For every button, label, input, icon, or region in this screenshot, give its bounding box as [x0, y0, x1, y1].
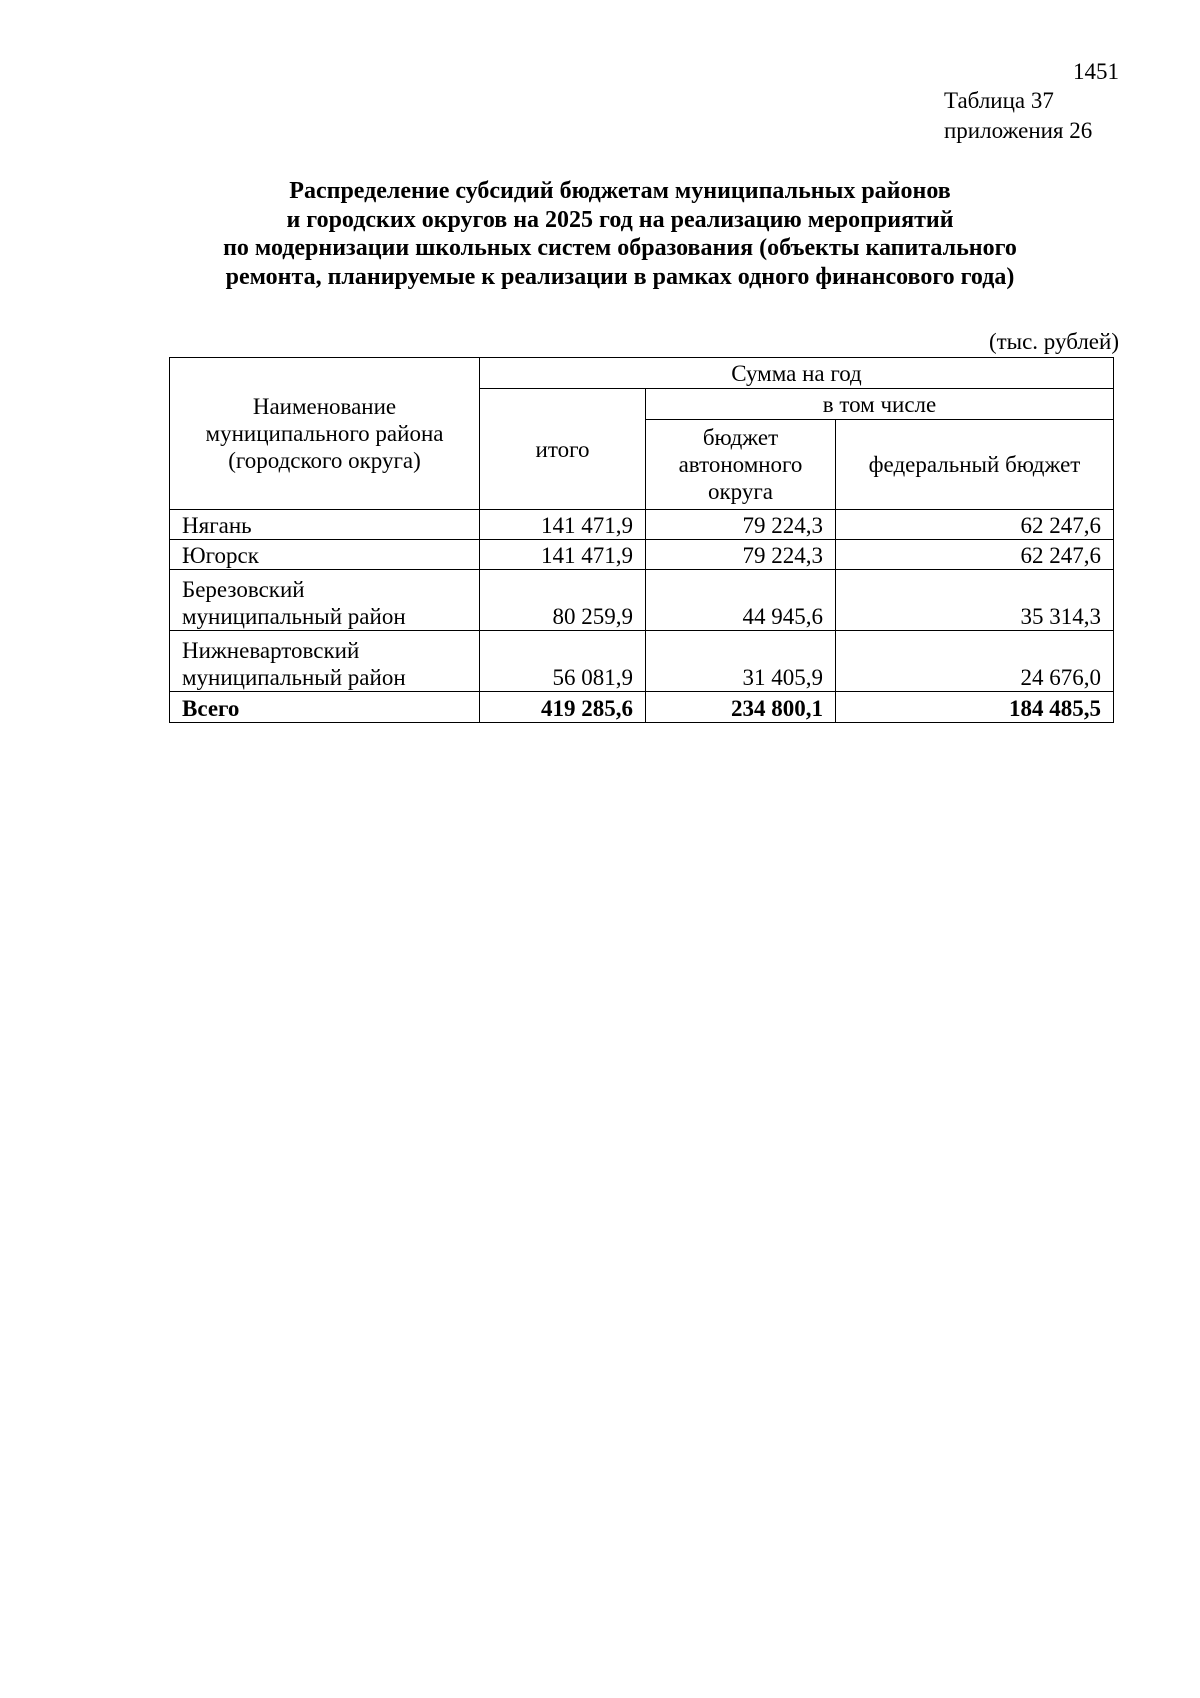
row-total: 141 471,9	[480, 510, 646, 540]
subsidy-table	[169, 357, 1114, 723]
row-okrug: 44 945,6	[646, 570, 836, 631]
header-sum-on-year: Сумма на год	[480, 358, 1114, 389]
table-row	[170, 631, 1114, 692]
units-label: (тыс. рублей)	[988, 329, 1119, 354]
row-total: 141 471,9	[480, 540, 646, 570]
header-federal-budget: федеральный бюджет	[836, 420, 1114, 510]
header-including: в том числе	[646, 389, 1114, 420]
total-federal: 184 485,5	[836, 692, 1114, 723]
total-okrug: 234 800,1	[646, 692, 836, 723]
table-head	[170, 358, 1114, 510]
page-number: 1451	[1073, 59, 1119, 84]
row-name: Нижневартовский муниципальный район	[170, 631, 480, 692]
table-row	[170, 540, 1114, 570]
appendix-label: приложения 26	[944, 118, 1093, 143]
title-line: Распределение субсидий бюджетам муниципальных районов	[289, 178, 951, 204]
total-row	[170, 692, 1114, 723]
row-okrug: 79 224,3	[646, 510, 836, 540]
total-sum: 419 285,6	[480, 692, 646, 723]
row-name: Нягань	[170, 510, 480, 540]
row-name: Югорск	[170, 540, 480, 570]
table-reference	[944, 86, 1092, 146]
table-row	[170, 510, 1114, 540]
row-name: Березовский муниципальный район	[170, 570, 480, 631]
title-line: и городских округов на 2025 год на реализацию мероприятий	[286, 206, 954, 233]
header-name: Наименование муниципального района (городского округа)	[170, 358, 480, 510]
row-federal: 35 314,3	[836, 570, 1114, 631]
row-federal: 24 676,0	[836, 631, 1114, 692]
title-line: ремонта, планируемые к реализации в рамках одного финансового года)	[225, 263, 1015, 290]
table-row	[170, 570, 1114, 631]
row-okrug: 79 224,3	[646, 540, 836, 570]
total-label: Всего	[170, 692, 480, 723]
header-total: итого	[480, 389, 646, 510]
row-okrug: 31 405,9	[646, 631, 836, 692]
row-federal: 62 247,6	[836, 540, 1114, 570]
row-federal: 62 247,6	[836, 510, 1114, 540]
table-body	[170, 510, 1114, 723]
document-title	[150, 177, 1090, 291]
header-okrug-budget: бюджет автономного округа	[646, 420, 836, 510]
table-label: Таблица 37	[944, 88, 1054, 113]
row-total: 80 259,9	[480, 570, 646, 631]
title-line: по модернизации школьных систем образования (объекты капитального	[223, 235, 1017, 261]
row-total: 56 081,9	[480, 631, 646, 692]
